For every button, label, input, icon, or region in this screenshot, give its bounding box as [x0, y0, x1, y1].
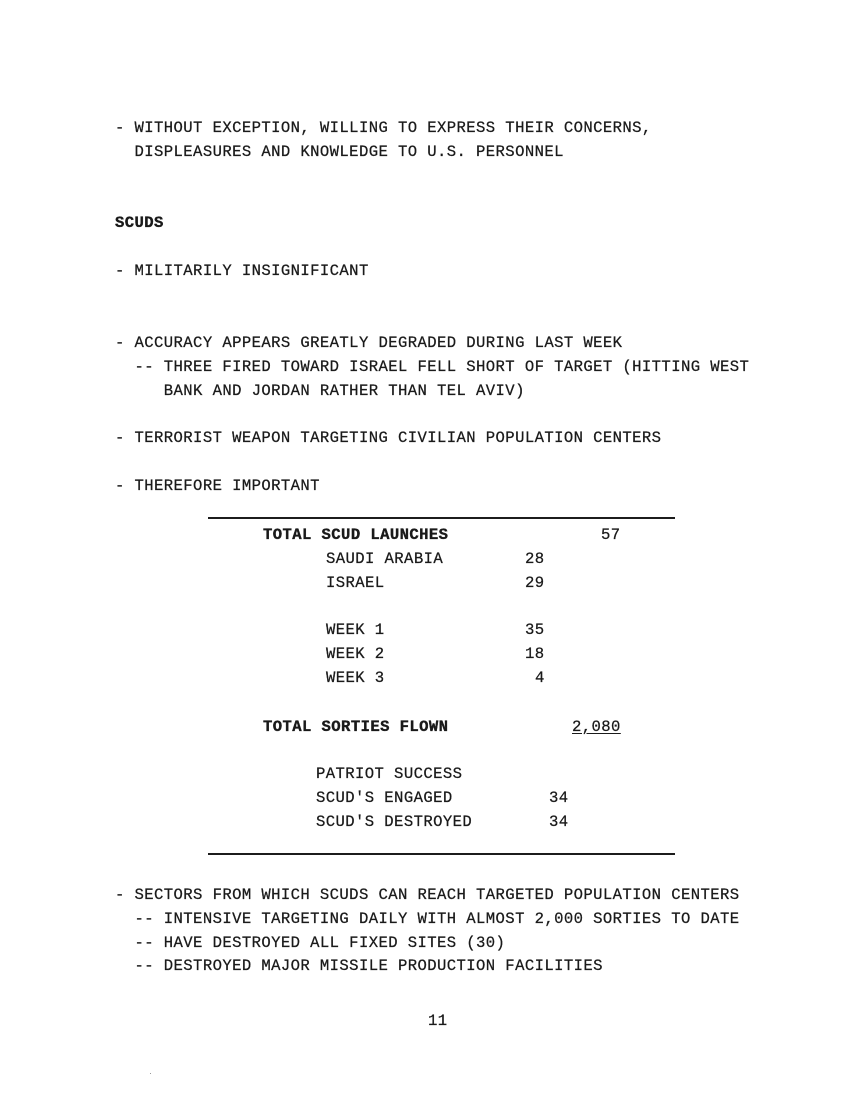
week-value-3: 4: [535, 669, 545, 687]
country-value-saudi-arabia: 28: [525, 550, 545, 568]
bullet-sectors: - SECTORS FROM WHICH SCUDS CAN REACH TARGETED POPULATION CENTERS: [115, 886, 740, 904]
week-value-2: 18: [525, 645, 545, 663]
total-launches-value: 57: [601, 526, 621, 544]
total-sorties-label: TOTAL SORTIES FLOWN: [263, 718, 449, 736]
week-label-3: WEEK 3: [326, 669, 385, 687]
patriot-label-destroyed: SCUD'S DESTROYED: [316, 813, 473, 831]
sub-bullet-fixed-sites: -- HAVE DESTROYED ALL FIXED SITES (30): [115, 934, 506, 952]
patriot-value-destroyed: 34: [549, 813, 569, 831]
bullet-militarily-insignificant: - MILITARILY INSIGNIFICANT: [115, 262, 369, 280]
week-label-2: WEEK 2: [326, 645, 385, 663]
patriot-heading: PATRIOT SUCCESS: [316, 765, 463, 783]
bullet-accuracy: - ACCURACY APPEARS GREATLY DEGRADED DURING LAST WEEK: [115, 334, 623, 352]
page-number: 11: [428, 1012, 448, 1030]
bullet-therefore-important: - THEREFORE IMPORTANT: [115, 477, 320, 495]
week-value-1: 35: [525, 621, 545, 639]
sub-bullet-three-fired: -- THREE FIRED TOWARD ISRAEL FELL SHORT OF TARGET (HITTING WEST: [115, 358, 750, 376]
total-launches-label: TOTAL SCUD LAUNCHES: [263, 526, 449, 544]
week-label-1: WEEK 1: [326, 621, 385, 639]
total-sorties-value: 2,080: [572, 718, 621, 736]
bullet-terrorist-weapon: - TERRORIST WEAPON TARGETING CIVILIAN POPULATION CENTERS: [115, 429, 662, 447]
scan-speck: [150, 1073, 151, 1074]
country-label-israel: ISRAEL: [326, 574, 385, 592]
intro-line-1: - WITHOUT EXCEPTION, WILLING TO EXPRESS THEIR CONCERNS,: [115, 119, 652, 137]
sub-bullet-three-fired-cont: BANK AND JORDAN RATHER THAN TEL AVIV): [115, 382, 525, 400]
intro-line-2: DISPLEASURES AND KNOWLEDGE TO U.S. PERSONNEL: [115, 143, 564, 161]
country-value-israel: 29: [525, 574, 545, 592]
patriot-label-engaged: SCUD'S ENGAGED: [316, 789, 453, 807]
table-top-rule: [208, 517, 675, 519]
sub-bullet-production-facilities: -- DESTROYED MAJOR MISSILE PRODUCTION FACILITIES: [115, 957, 603, 975]
table-bottom-rule: [208, 853, 675, 855]
section-heading: SCUDS: [115, 214, 164, 232]
patriot-value-engaged: 34: [549, 789, 569, 807]
sub-bullet-intensive-targeting: -- INTENSIVE TARGETING DAILY WITH ALMOST 2,000 SORTIES TO DATE: [115, 910, 740, 928]
country-label-saudi-arabia: SAUDI ARABIA: [326, 550, 444, 568]
